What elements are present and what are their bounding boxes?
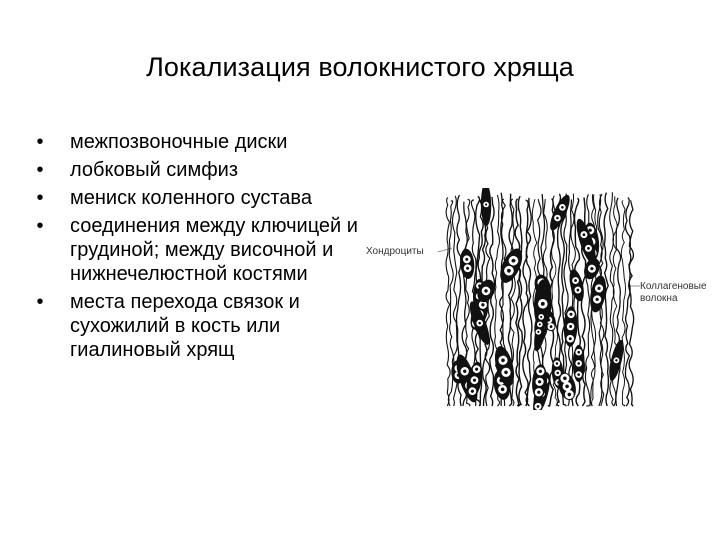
collagen-fiber — [490, 197, 495, 406]
cell-nucleus — [577, 351, 580, 354]
bullet-marker: • — [36, 291, 44, 313]
bullet-list — [30, 130, 370, 366]
bullet-item — [30, 214, 370, 286]
bullet-item — [30, 290, 370, 362]
bullet-text: межпозвоночные диски — [70, 131, 288, 153]
bullet-marker: • — [36, 215, 44, 237]
bullet-text: мениск коленного сустава — [70, 187, 312, 209]
bullet-item — [30, 186, 370, 210]
chondrocyte-capsule — [567, 268, 587, 303]
collagen-fiber — [518, 196, 523, 406]
bullet-marker: • — [36, 187, 44, 209]
slide-title: Локализация волокнистого хряща — [146, 52, 574, 82]
cell-nucleus — [577, 373, 580, 376]
bullet-marker: • — [36, 131, 44, 153]
chondrocyte — [567, 268, 587, 303]
bullet-text: соединения между ключицей и грудиной; между височной и нижнечелюстной костями — [70, 215, 358, 285]
collagen-fiber — [621, 201, 625, 406]
bullet-item — [30, 130, 370, 154]
bullet-item — [30, 158, 370, 182]
fibrocartilage-illustration — [360, 188, 707, 410]
collagen-fibers-label: Коллагеновые волокна — [640, 281, 707, 304]
bullet-marker: • — [36, 159, 44, 181]
bullet-text: места перехода связок и сухожилий в кость или гиалиновый хрящ — [70, 291, 300, 361]
collagen-fiber — [446, 198, 450, 406]
collagen-fiber — [604, 193, 608, 406]
bullet-text: лобковый симфиз — [70, 159, 239, 181]
collagen-fiber — [629, 200, 634, 406]
collagen-fiber — [625, 198, 630, 406]
cell-nucleus — [577, 362, 580, 365]
chondrocytes-label: Хондроциты — [366, 246, 424, 257]
